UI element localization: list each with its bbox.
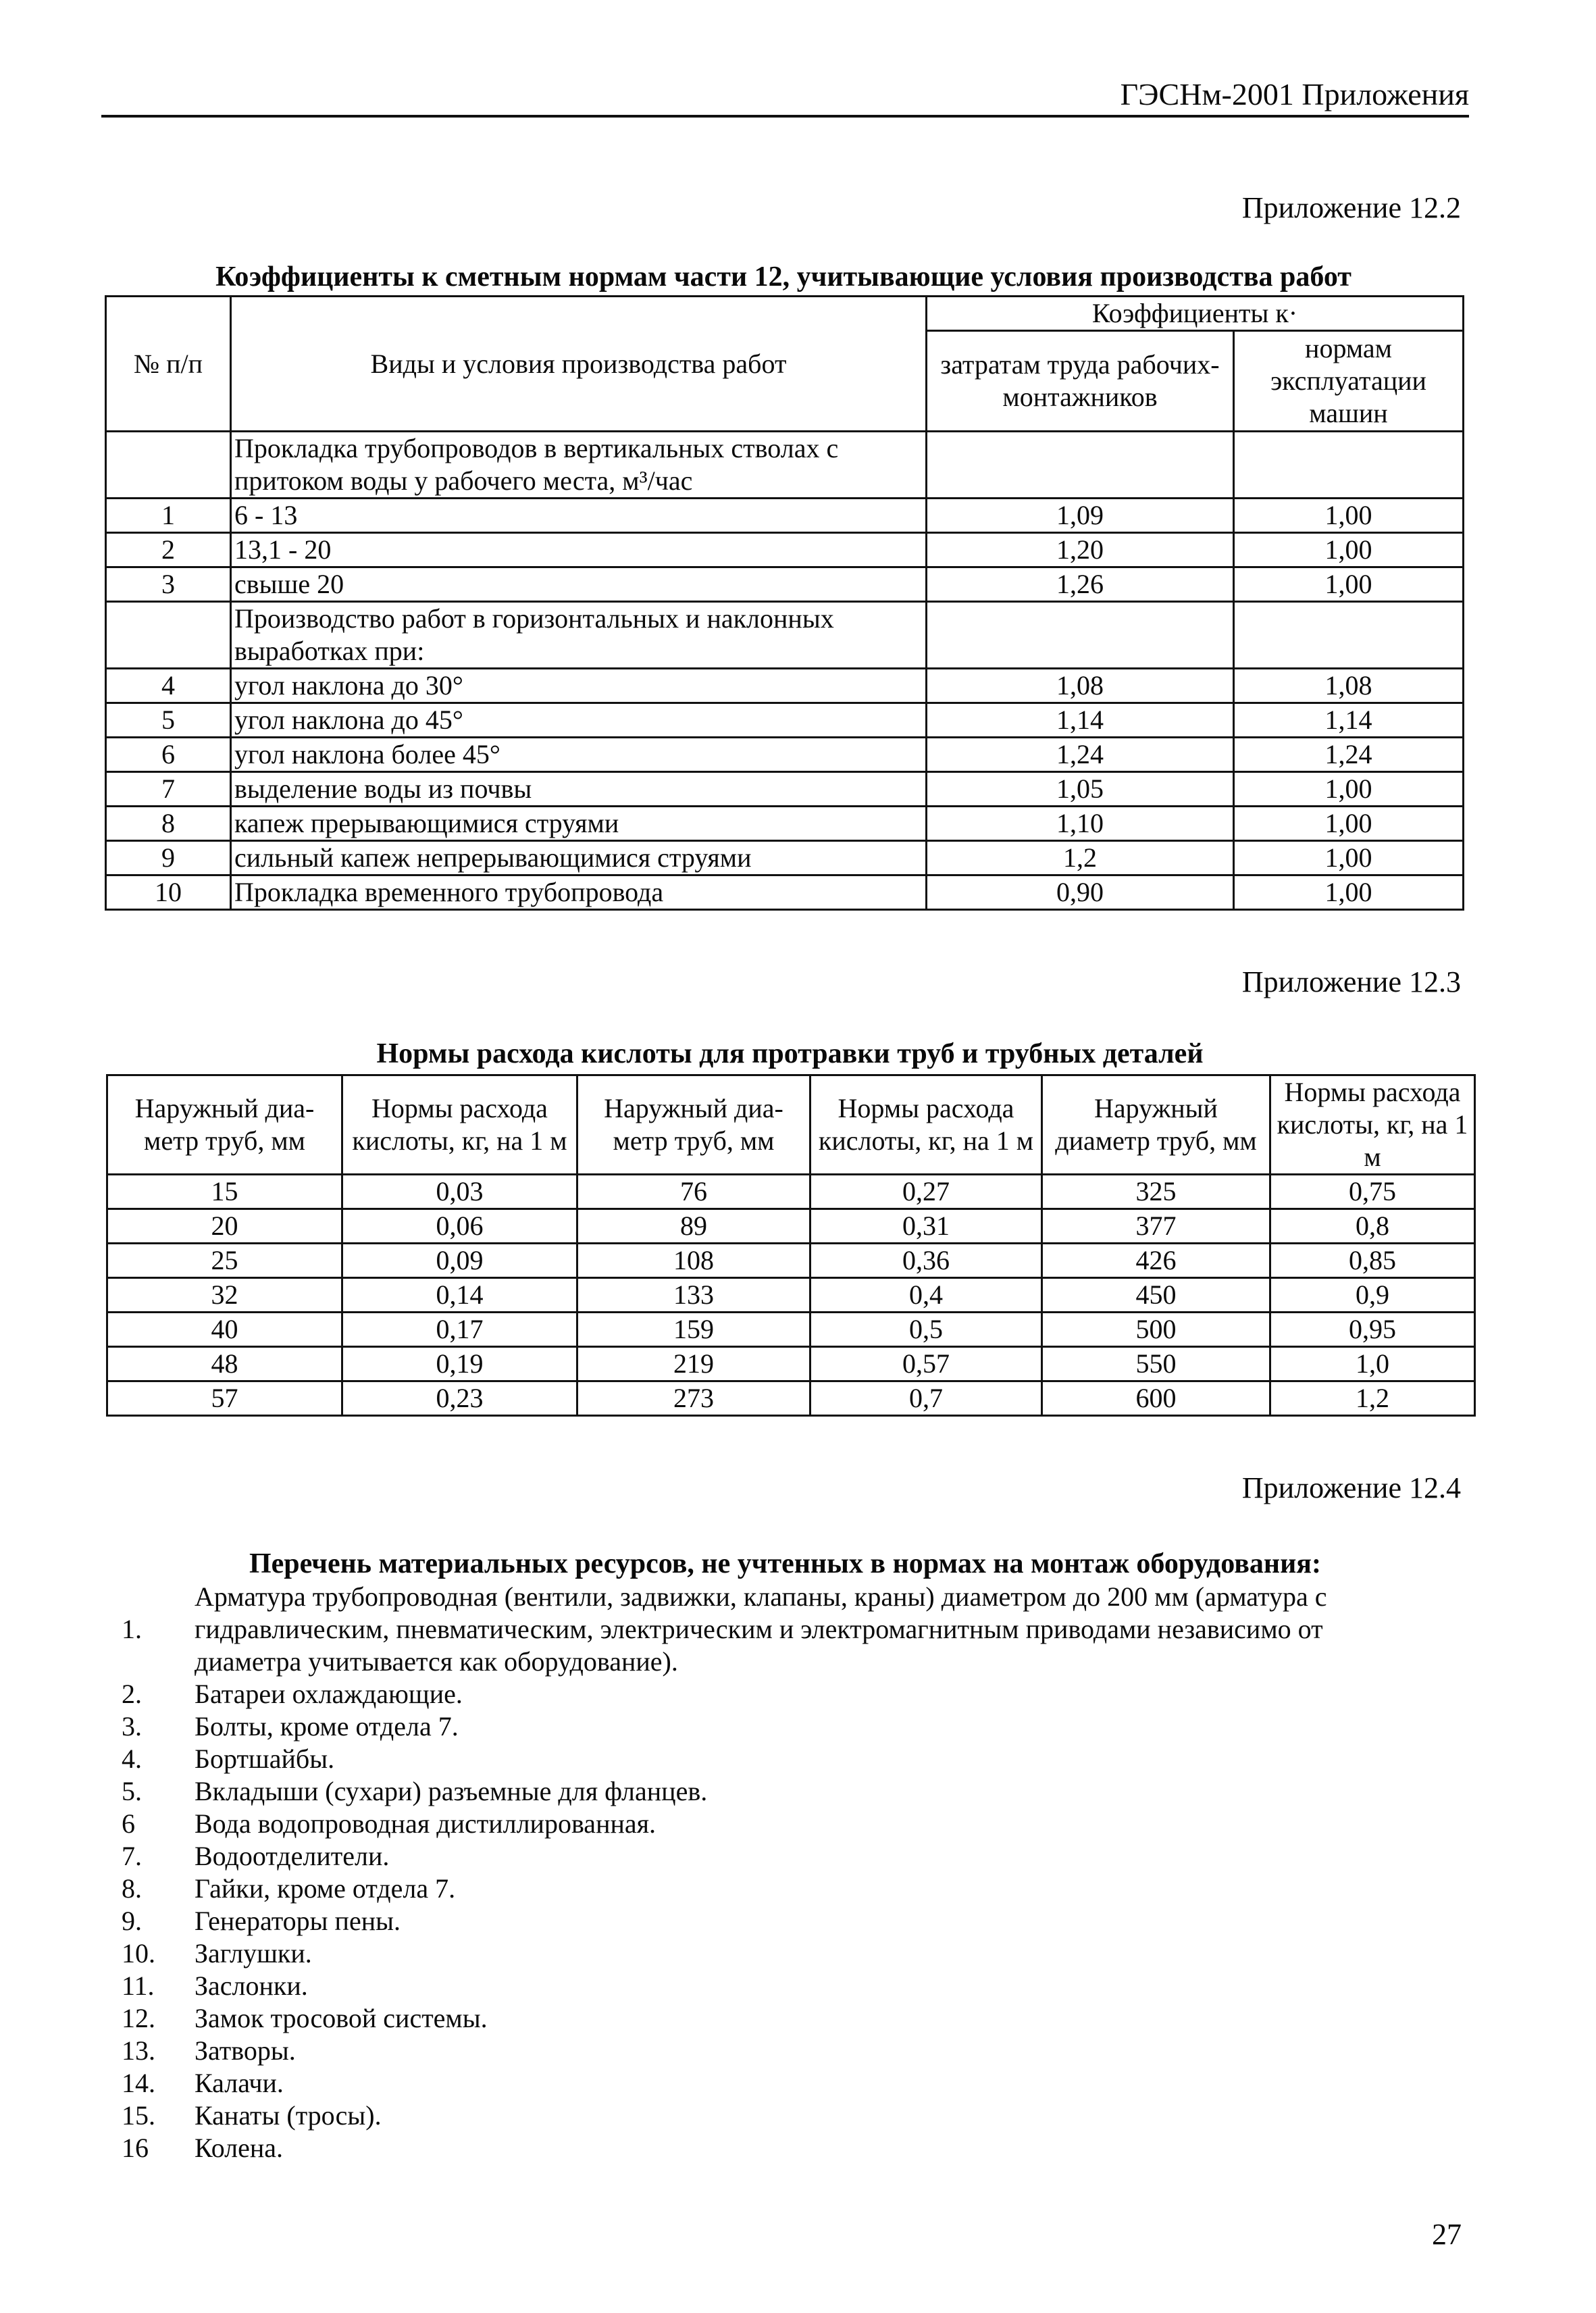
cell-diameter: 426 — [1042, 1244, 1270, 1278]
cell-labor — [927, 432, 1234, 499]
list-item-number: 7. — [122, 1841, 142, 1871]
cell-labor: 1,14 — [927, 703, 1234, 738]
cell-acid-norm: 0,7 — [810, 1381, 1042, 1416]
list-item-number: 4. — [122, 1744, 142, 1774]
list-item-number: 3. — [122, 1711, 142, 1742]
running-header: ГЭСНм-2001 Приложения — [101, 76, 1469, 118]
cell-acid-norm: 0,23 — [342, 1381, 577, 1416]
cell-labor: 1,2 — [927, 841, 1234, 875]
cell-diameter: 600 — [1042, 1381, 1270, 1416]
table-row — [106, 841, 1464, 875]
list-item-number: 5. — [122, 1776, 142, 1806]
list-item — [101, 1775, 1469, 1808]
cell-acid-norm: 0,5 — [810, 1313, 1042, 1347]
list-item-text: Затворы. — [195, 2035, 296, 2066]
list-item — [101, 1743, 1469, 1775]
appendix-12-4-title: Перечень материальных ресурсов, не учтенных в нормах на монтаж оборудования: — [249, 1548, 1321, 1579]
cell-no: 1 — [106, 499, 231, 533]
list-item-text: Заслонки. — [195, 1971, 308, 2001]
list-item-text: Арматура трубопроводная (вентили, задвижки, клапаны, краны) диаметром до 200 мм (арматура с гидравлическим, пневматическим, электрическим и электромагнитным приводами независимо от диаметра учитывается как оборудование). — [195, 1581, 1327, 1677]
cell-no: 5 — [106, 703, 231, 738]
list-item — [101, 2002, 1469, 2035]
list-item-number: 16 — [122, 2133, 149, 2163]
cell-acid-norm: 0,57 — [810, 1347, 1042, 1381]
table-row — [107, 1347, 1475, 1381]
cell-acid-norm: 0,03 — [342, 1175, 577, 1209]
col-header-labor: затратам труда рабочих-монтажников — [927, 331, 1234, 432]
cell-diameter: 25 — [107, 1244, 342, 1278]
table-row — [107, 1244, 1475, 1278]
list-item — [101, 2035, 1469, 2067]
list-item-number: 1. — [122, 1614, 142, 1644]
list-item — [101, 2067, 1469, 2100]
col-header-coefficients: Коэффициенты к· — [927, 297, 1464, 331]
cell-acid-norm: 0,31 — [810, 1209, 1042, 1244]
list-item — [101, 1937, 1469, 1970]
cell-acid-norm: 0,36 — [810, 1244, 1042, 1278]
list-item — [101, 1873, 1469, 1905]
cell-desc: 13,1 - 20 — [231, 533, 927, 567]
cell-diameter: 57 — [107, 1381, 342, 1416]
list-item — [101, 1678, 1469, 1710]
cell-machines: 1,00 — [1234, 499, 1464, 533]
cell-diameter: 76 — [577, 1175, 810, 1209]
table-row — [106, 499, 1464, 533]
cell-acid-norm: 0,14 — [342, 1278, 577, 1313]
page-number: 27 — [1432, 2218, 1462, 2251]
cell-diameter: 159 — [577, 1313, 810, 1347]
cell-labor: 1,08 — [927, 669, 1234, 703]
list-item — [101, 1840, 1469, 1873]
cell-acid-norm: 0,4 — [810, 1278, 1042, 1313]
cell-diameter: 500 — [1042, 1313, 1270, 1347]
cell-acid-norm: 0,85 — [1270, 1244, 1475, 1278]
col-header-acid-norm: Нормы расхода кислоты, кг, на 1 м — [342, 1075, 577, 1175]
table-row — [107, 1209, 1475, 1244]
cell-diameter: 219 — [577, 1347, 810, 1381]
table-row — [107, 1278, 1475, 1313]
col-header-acid-norm: Нормы расхода кислоты, кг, на 1 м — [810, 1075, 1042, 1175]
cell-acid-norm: 0,19 — [342, 1347, 577, 1381]
list-item-text: Канаты (тросы). — [195, 2100, 382, 2131]
cell-desc: Производство работ в горизонтальных и наклонных выработках при: — [231, 602, 927, 669]
list-item — [101, 2100, 1469, 2132]
table-row — [106, 669, 1464, 703]
list-item-text: Заглушки. — [195, 1938, 312, 1968]
cell-machines: 1,24 — [1234, 738, 1464, 772]
table-group-row — [106, 432, 1464, 499]
cell-diameter: 40 — [107, 1313, 342, 1347]
list-item-text: Вкладыши (сухари) разъемные для фланцев. — [195, 1776, 708, 1806]
list-item — [101, 1710, 1469, 1743]
cell-desc: 6 - 13 — [231, 499, 927, 533]
table-group-row — [106, 602, 1464, 669]
cell-no: 4 — [106, 669, 231, 703]
cell-machines: 1,00 — [1234, 875, 1464, 910]
cell-diameter: 89 — [577, 1209, 810, 1244]
col-header-machines: нормам эксплуатации машин — [1234, 331, 1464, 432]
cell-no: 9 — [106, 841, 231, 875]
appendix-12-4-label: Приложение 12.4 — [1241, 1471, 1461, 1504]
list-item-number: 6 — [122, 1808, 135, 1839]
list-item-number: 8. — [122, 1873, 142, 1904]
cell-desc: Прокладка трубопроводов в вертикальных стволах с притоком воды у рабочего места, м³/час — [231, 432, 927, 499]
cell-desc: сильный капеж непрерывающимися струями — [231, 841, 927, 875]
cell-machines: 1,00 — [1234, 772, 1464, 807]
cell-labor: 1,26 — [927, 567, 1234, 602]
cell-diameter: 108 — [577, 1244, 810, 1278]
cell-acid-norm: 0,06 — [342, 1209, 577, 1244]
cell-diameter: 377 — [1042, 1209, 1270, 1244]
list-item-text: Замок тросовой системы. — [195, 2003, 488, 2033]
cell-desc: Прокладка временного трубопровода — [231, 875, 927, 910]
col-header-diameter: Наружный диаметр труб, мм — [1042, 1075, 1270, 1175]
list-item-number: 2. — [122, 1679, 142, 1709]
cell-machines: 1,00 — [1234, 567, 1464, 602]
cell-acid-norm: 0,75 — [1270, 1175, 1475, 1209]
cell-acid-norm: 1,2 — [1270, 1381, 1475, 1416]
cell-no: 3 — [106, 567, 231, 602]
cell-no: 6 — [106, 738, 231, 772]
cell-no — [106, 432, 231, 499]
cell-machines: 1,08 — [1234, 669, 1464, 703]
cell-no: 2 — [106, 533, 231, 567]
cell-diameter: 273 — [577, 1381, 810, 1416]
table-row — [107, 1175, 1475, 1209]
list-item — [101, 1905, 1469, 1937]
cell-acid-norm: 0,09 — [342, 1244, 577, 1278]
coefficients-table — [105, 295, 1464, 911]
cell-desc: капеж прерывающимися струями — [231, 807, 927, 841]
cell-diameter: 133 — [577, 1278, 810, 1313]
cell-machines: 1,00 — [1234, 841, 1464, 875]
cell-acid-norm: 0,27 — [810, 1175, 1042, 1209]
cell-no: 10 — [106, 875, 231, 910]
appendix-12-3-title: Нормы расхода кислоты для протравки труб и трубных деталей — [376, 1038, 1204, 1069]
cell-labor: 0,90 — [927, 875, 1234, 910]
table-row — [106, 703, 1464, 738]
cell-labor: 1,20 — [927, 533, 1234, 567]
table-row — [107, 1313, 1475, 1347]
appendix-12-3-label: Приложение 12.3 — [1241, 965, 1461, 998]
cell-desc: угол наклона более 45° — [231, 738, 927, 772]
table-row — [106, 807, 1464, 841]
cell-labor: 1,09 — [927, 499, 1234, 533]
cell-no: 8 — [106, 807, 231, 841]
table-row — [106, 875, 1464, 910]
list-item-text: Водоотделители. — [195, 1841, 390, 1871]
cell-machines: 1,14 — [1234, 703, 1464, 738]
cell-acid-norm: 0,8 — [1270, 1209, 1475, 1244]
cell-desc: угол наклона до 30° — [231, 669, 927, 703]
list-item-text: Бортшайбы. — [195, 1744, 335, 1774]
list-item-text: Гайки, кроме отдела 7. — [195, 1873, 456, 1904]
list-item — [101, 2132, 1469, 2164]
cell-acid-norm: 0,95 — [1270, 1313, 1475, 1347]
appendix-12-2-label: Приложение 12.2 — [1241, 191, 1461, 224]
list-item-text: Батареи охлаждающие. — [195, 1679, 463, 1709]
table-row — [106, 533, 1464, 567]
list-item-text: Генераторы пены. — [195, 1906, 401, 1936]
table-row — [107, 1381, 1475, 1416]
list-item-number: 13. — [122, 2035, 155, 2066]
list-item-text: Колена. — [195, 2133, 284, 2163]
cell-diameter: 450 — [1042, 1278, 1270, 1313]
col-header-no: № п/п — [106, 297, 231, 432]
cell-no — [106, 602, 231, 669]
table-row — [106, 567, 1464, 602]
list-item — [101, 1970, 1469, 2002]
cell-diameter: 32 — [107, 1278, 342, 1313]
cell-labor: 1,24 — [927, 738, 1234, 772]
col-header-diameter: Наружный диа-метр труб, мм — [107, 1075, 342, 1175]
cell-acid-norm: 1,0 — [1270, 1347, 1475, 1381]
cell-desc: свыше 20 — [231, 567, 927, 602]
cell-diameter: 48 — [107, 1347, 342, 1381]
cell-diameter: 20 — [107, 1209, 342, 1244]
list-item-number: 15. — [122, 2100, 155, 2131]
col-header-desc: Виды и условия производства работ — [231, 297, 927, 432]
cell-machines: 1,00 — [1234, 807, 1464, 841]
appendix-12-2-title: Коэффициенты к сметным нормам части 12, учитывающие условия производства работ — [215, 261, 1352, 293]
cell-acid-norm: 0,17 — [342, 1313, 577, 1347]
col-header-acid-norm: Нормы расхода кислоты, кг, на 1 м — [1270, 1075, 1475, 1175]
cell-diameter: 325 — [1042, 1175, 1270, 1209]
list-item-text: Вода водопроводная дистиллированная. — [195, 1808, 657, 1839]
list-item-number: 12. — [122, 2003, 155, 2033]
list-item-number: 11. — [122, 1971, 155, 2001]
list-item-number: 14. — [122, 2068, 155, 2098]
cell-no: 7 — [106, 772, 231, 807]
list-item — [101, 1808, 1469, 1840]
list-item-number: 10. — [122, 1938, 155, 1968]
list-item-text: Калачи. — [195, 2068, 284, 2098]
list-item-number: 9. — [122, 1906, 142, 1936]
acid-consumption-table — [106, 1074, 1476, 1417]
cell-acid-norm: 0,9 — [1270, 1278, 1475, 1313]
cell-desc: угол наклона до 45° — [231, 703, 927, 738]
col-header-diameter: Наружный диа-метр труб, мм — [577, 1075, 810, 1175]
table-row — [106, 738, 1464, 772]
cell-machines — [1234, 602, 1464, 669]
cell-labor — [927, 602, 1234, 669]
table-row — [106, 772, 1464, 807]
list-item — [101, 1581, 1469, 1678]
cell-labor: 1,10 — [927, 807, 1234, 841]
cell-diameter: 550 — [1042, 1347, 1270, 1381]
materials-list — [101, 1581, 1469, 2164]
cell-diameter: 15 — [107, 1175, 342, 1209]
list-item-text: Болты, кроме отдела 7. — [195, 1711, 459, 1742]
cell-machines: 1,00 — [1234, 533, 1464, 567]
cell-machines — [1234, 432, 1464, 499]
cell-desc: выделение воды из почвы — [231, 772, 927, 807]
cell-labor: 1,05 — [927, 772, 1234, 807]
